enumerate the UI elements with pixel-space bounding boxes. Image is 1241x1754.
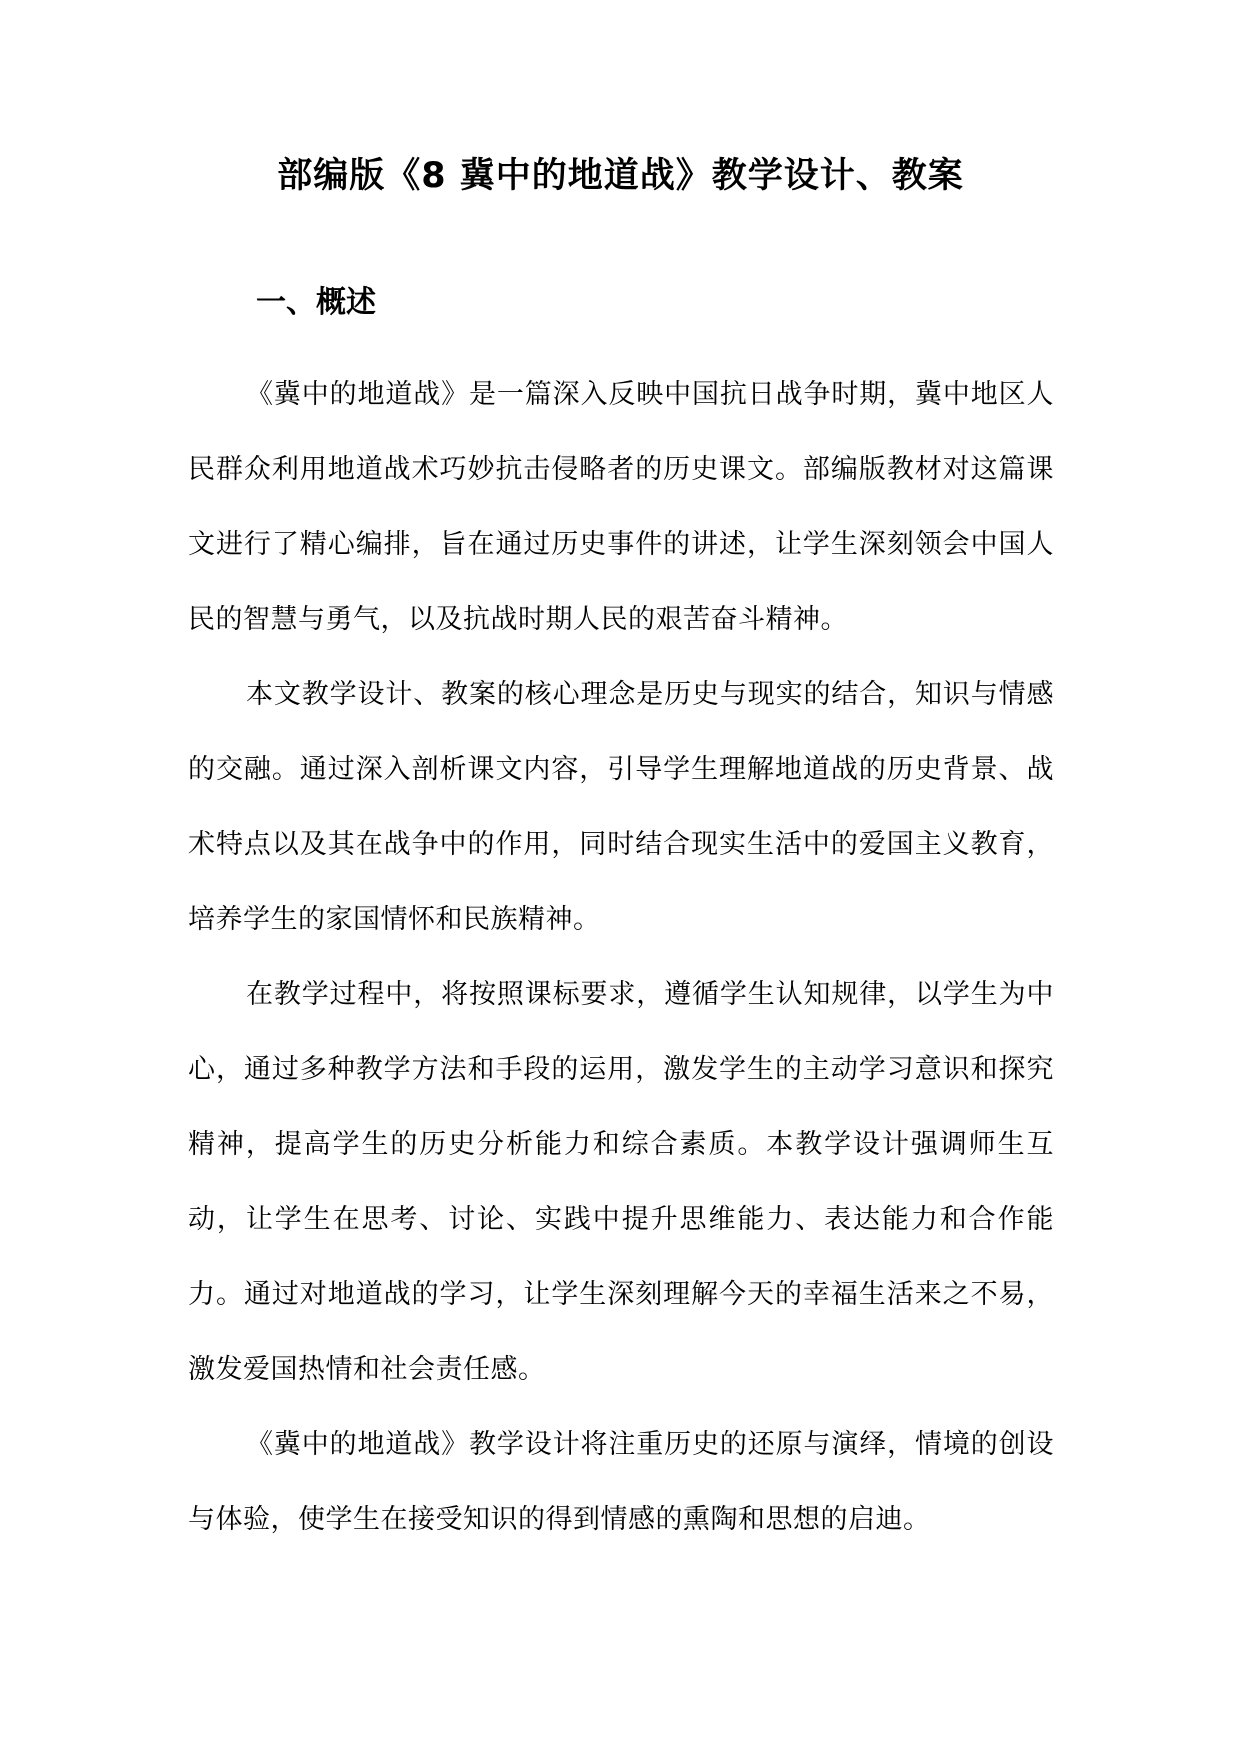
paragraph: 本文教学设计、教案的核心理念是历史与现实的结合，知识与情感的交融。通过深入剖析课文内容，引导学生理解地道战的历史背景、战术特点以及其在战争中的作用，同时结合现实生活中的爱国主义教育，培养学生的家国情怀和民族精神。 <box>188 679 1054 935</box>
paragraph: 《冀中的地道战》教学设计将注重历史的还原与演绎，情境的创设与体验，使学生在接受知识的得到情感的熏陶和思想的启迪。 <box>188 1429 1054 1535</box>
paragraph: 在教学过程中，将按照课标要求，遵循学生认知规律，以学生为中心，通过多种教学方法和手段的运用，激发学生的主动学习意识和探究精神，提高学生的历史分析能力和综合素质。本教学设计强调师生互动，让学生在思考、讨论、实践中提升思维能力、表达能力和合作能力。通过对地道战的学习，让学生深刻理解今天的幸福生活来之不易，激发爱国热情和社会责任感。 <box>188 979 1054 1385</box>
document-title: 部编版《8 冀中的地道战》教学设计、教案 <box>277 156 964 196</box>
document-body <box>188 357 1054 1557</box>
section-heading-overview: 一、概述 <box>256 285 376 320</box>
paragraph: 《冀中的地道战》是一篇深入反映中国抗日战争时期，冀中地区人民群众利用地道战术巧妙抗击侵略者的历史课文。部编版教材对这篇课文进行了精心编排，旨在通过历史事件的讲述，让学生深刻领会中国人民的智慧与勇气，以及抗战时期人民的艰苦奋斗精神。 <box>188 379 1054 635</box>
